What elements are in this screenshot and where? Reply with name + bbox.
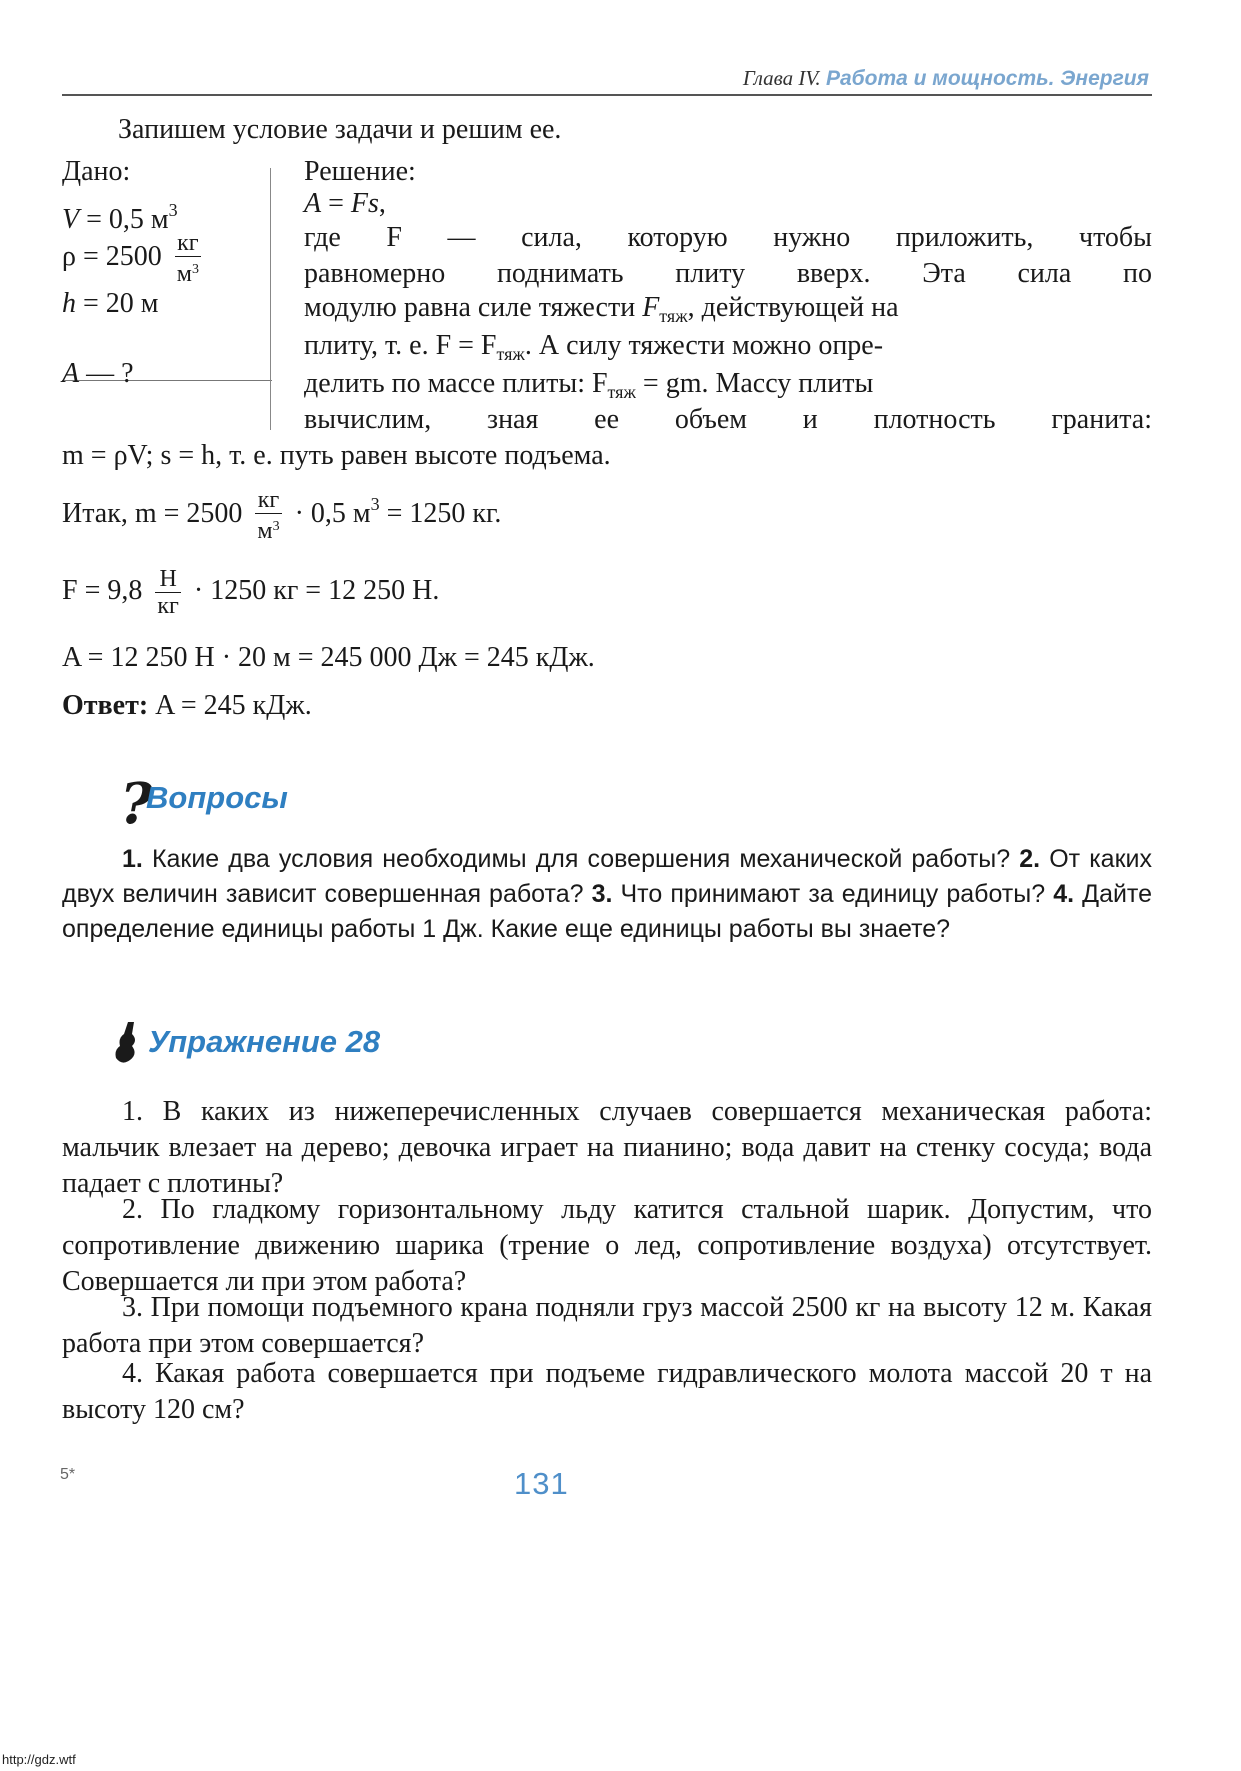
intro-line: Запишем условие задачи и решим ее.	[118, 114, 562, 145]
exercise-heading: Упражнение 28	[148, 1024, 381, 1059]
density-unit-fraction	[175, 230, 201, 287]
calc-mass: Итак, m = 2500 $\frac{кг}{м^3}$ · 0,5 $м^3 = 1250$ кг.	[62, 487, 502, 545]
volume-value: = 0,5 м	[79, 204, 169, 235]
answer-value: A = 245 кДж.	[148, 690, 312, 721]
exercise-item-2: 2. По гладкому горизонтальному льду катится стальной шарик. Допустим, что сопротивление движению шарика (трение о лед, сопротивление воздуха) отсутствует. Совершается ли при этом работа?	[62, 1194, 1152, 1297]
answer-label: Ответ:	[62, 690, 149, 721]
density-unit-numerator: кг	[175, 230, 201, 257]
given-density	[62, 230, 207, 287]
height-symbol: h	[62, 288, 76, 319]
density-unit-denominator: $м^3$	[176, 261, 199, 287]
questions-text: 1. Какие два условия необходимы для совершения механической работы? 2. От каких двух величин зависит совершенная работа? 3. Что принимают за единицу работы? 4. Дайте определение единицы работы 1 Дж. Какие еще единицы работы вы знаете?	[62, 845, 1153, 943]
find-symbol: A	[62, 358, 80, 389]
solution-line-2: равномерно поднимать плиту вверх. Эта сила по	[304, 258, 1152, 289]
question-mark-icon: ?	[120, 771, 153, 837]
solution-formula: A = Fs,	[304, 188, 386, 219]
force-unit-fraction: $\frac{Н}{кг}$	[157, 566, 179, 619]
chapter-label: Глава IV.	[742, 66, 821, 90]
solution-line-6: вычислим, зная ее объем и плотность гранита:	[304, 404, 1152, 435]
exercise-icon	[112, 1020, 142, 1068]
questions-heading: Вопросы	[146, 780, 288, 815]
solution-line-5: делить по массе плиты: $F_{тяж}$ = gm. Массу плиты	[304, 368, 874, 402]
find-value: — ?	[79, 358, 134, 389]
solution-line-4: плиту, т. е. $F = F_{тяж}$. А силу тяжести можно опре-	[304, 330, 884, 364]
given-height	[62, 286, 159, 322]
exercise-item-1: 1. В каких из нижеперечисленных случаев совершается механическая работа: мальчик влезает на дерево; девочка играет на пианино; вода давит на стенку сосуда; вода падает с плотины?	[62, 1096, 1152, 1199]
signature-mark: 5*	[60, 1466, 76, 1483]
solution-line-1: где F — сила, которую нужно приложить, чтобы	[304, 222, 1152, 253]
exercise-item-3: 3. При помощи подъемного крана подняли груз массой 2500 кг на высоту 12 м. Какая работа при этом совершается?	[62, 1292, 1152, 1359]
calc-force: F = 9,8 $\frac{Н}{кг}$ · 1250 кг = 12 250 Н.	[62, 566, 440, 619]
exercise-item-4: 4. Какая работа совершается при подъеме гидравлического молота массой 20 т на высоту 120 см?	[62, 1358, 1152, 1425]
volume-symbol: V	[62, 204, 80, 235]
given-solution-divider	[270, 168, 271, 430]
answer-line	[62, 688, 312, 724]
running-header	[743, 66, 1149, 91]
solution-line-3: модулю равна силе тяжести $F_{тяж}$, действующей на	[304, 292, 899, 326]
solution-label: Решение:	[304, 156, 416, 187]
volume-exponent: 3	[168, 200, 178, 220]
calc-work: A = 12 250 Н · 20 м = 245 000 Дж = 245 кДж.	[62, 642, 595, 673]
density-value: ρ = 2500	[62, 240, 162, 272]
source-watermark: http://gdz.wtf	[2, 1752, 76, 1767]
find-unknown	[62, 356, 134, 392]
header-rule	[62, 94, 1152, 96]
page-number: 131	[514, 1466, 569, 1501]
mass-unit-fraction: $\frac{кг}{м^3}$	[257, 487, 280, 545]
height-value: = 20 м	[76, 288, 159, 319]
given-label: Дано:	[62, 156, 131, 187]
solution-line-7: m = ρV; s = h, т. е. путь равен высоте подъема.	[62, 440, 611, 471]
chapter-title: Работа и мощность. Энергия	[825, 67, 1149, 90]
